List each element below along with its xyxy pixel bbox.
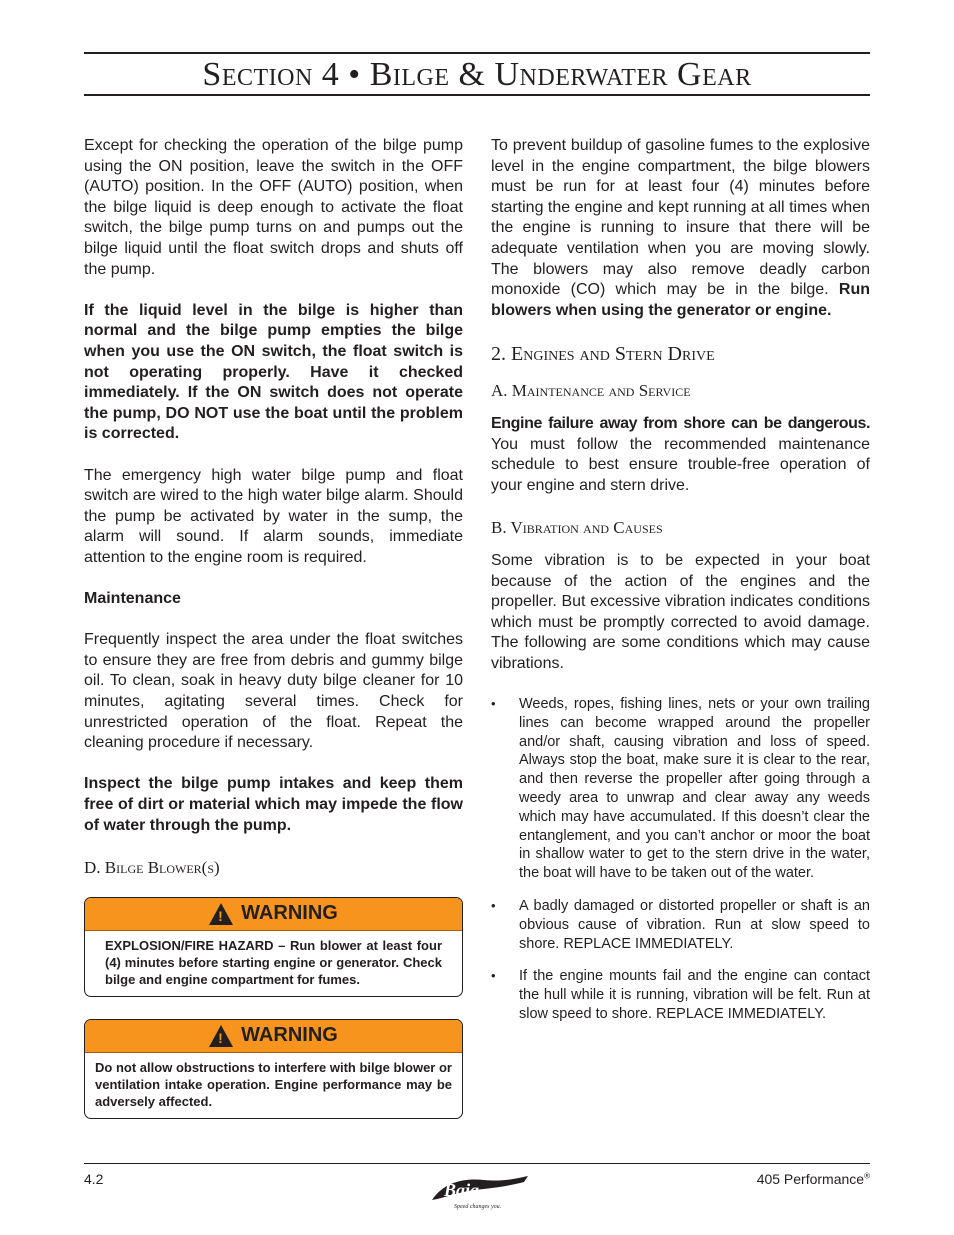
- paragraph-bold-text: Engine failure away from shore can be dangerous.: [491, 414, 870, 432]
- warning-text: Do not allow obstructions to interfere with bilge blower or ventilation intake operation. Engine performance may be adversely affected.: [95, 1059, 452, 1109]
- paragraph-text: To prevent buildup of gasoline fumes to the explosive level in the engine compartment, the bilge blowers must be run for at least four (4) minutes before starting the engine and kept running at all times when the engine is running to insure that there will be adequate ventilation when you are moving slowly. The blowers may also remove deadly carbon monoxide (CO) which may be in the bilge.: [491, 137, 870, 299]
- logo-text: Baja: [444, 1180, 480, 1200]
- header-rule-bottom: [84, 94, 870, 96]
- list-item: • Weeds, ropes, fishing lines, nets or your own trailing lines can become wrapped around the propeller and/or shaft, causing vibration and loss of speed. Always stop the boat, make sure it is clear to the rear, and then reverse the propeller after going through a weedy area to unwrap and clear away any weeds which may have accumulated. If this doesn’t clear the entanglement, and you can’t anchor or moor the boat in shallow water to get to the stern drive in the water, the boat will have to be taken out of the water.: [491, 695, 870, 883]
- section-heading-2: 2. Engines and Stern Drive: [491, 342, 715, 365]
- header-rule-top: [84, 52, 870, 54]
- maintenance-heading: Maintenance: [84, 590, 181, 608]
- model-text: 405 Performance: [756, 1171, 865, 1187]
- paragraph-text: You must follow the recommended maintenance schedule to best ensure trouble-free operation of your engine and stern drive.: [491, 435, 870, 494]
- paragraph: Some vibration is to be expected in your boat because of the action of the engines and the propeller. But excessive vibration indicates conditions which must be promptly corrected to avoid damage. The following are some conditions which may cause vibrations.: [491, 551, 870, 672]
- section-heading-b: B. Vibration and Causes: [491, 517, 663, 537]
- paragraph-bold: If the liquid level in the bilge is higher than normal and the bilge pump empties the bilge when you use the ON switch, the float switch is not operating properly. Have it checked immediately. If the ON switch does not operate the pump, DO NOT use the boat until the problem is corrected.: [84, 301, 463, 443]
- model-name: [757, 1171, 870, 1187]
- warning-box: [84, 897, 463, 997]
- right-column: [491, 136, 870, 1038]
- paragraph: [491, 136, 870, 321]
- bullet-list: [491, 695, 870, 1024]
- warning-label: WARNING: [241, 902, 338, 925]
- warning-triangle-icon: !: [209, 1025, 233, 1047]
- left-column: [84, 136, 463, 1141]
- footer-rule: [84, 1163, 870, 1164]
- paragraph: Except for checking the operation of the bilge pump using the ON position, leave the switch in the OFF (AUTO) position. In the OFF (AUTO) position, when the bilge liquid is deep enough to activate the float switch, the bilge pump turns on and pumps out the bilge liquid until the float switch drops and shuts off the pump.: [84, 137, 463, 278]
- warning-text: EXPLOSION/FIRE HAZARD – Run blower at least four (4) minutes before starting engine or generator. Check bilge and engine compartment for fumes.: [105, 937, 442, 987]
- paragraph-bold-text: Run blowers when using the generator or engine.: [491, 281, 870, 319]
- warning-header: [85, 898, 462, 931]
- section-heading-d: D. Bilge Blower(s): [84, 857, 220, 877]
- list-item: • If the engine mounts fail and the engine can contact the hull while it is running, vibration will be felt. Run at slow speed to shore. REPLACE IMMEDIATELY.: [491, 967, 870, 1023]
- section-heading-a: A. Maintenance and Service: [491, 380, 691, 400]
- baja-logo: [424, 1172, 534, 1212]
- paragraph: Frequently inspect the area under the float switches to ensure they are free from debris and gummy bilge oil. To clean, soak in heavy duty bilge cleaner for 10 minutes, agitating several times. Check for unrestricted operation of the float. Repeat the cleaning procedure if necessary.: [84, 631, 463, 752]
- warning-label: WARNING: [241, 1024, 338, 1047]
- warning-header: [85, 1020, 462, 1053]
- paragraph-bold: Inspect the bilge pump intakes and keep them free of dirt or material which may impede the flow of water through the pump.: [84, 775, 463, 834]
- page-title: Section 4 • Bilge & Underwater Gear: [202, 56, 752, 93]
- logo-tagline: Speed changes you.: [454, 1204, 502, 1210]
- registered-mark: ®: [864, 1171, 870, 1181]
- paragraph: [491, 414, 870, 496]
- page-number: 4.2: [84, 1171, 104, 1187]
- paragraph: The emergency high water bilge pump and float switch are wired to the high water bilge alarm. Should the pump be activated by water in the sump, the alarm will sound. If alarm sounds, immediate attention to the engine room is required.: [84, 466, 463, 566]
- warning-box: [84, 1019, 463, 1119]
- list-item: • A badly damaged or distorted propeller or shaft is an obvious cause of vibration. Run at slow speed to shore. REPLACE IMMEDIATELY.: [491, 897, 870, 953]
- warning-triangle-icon: !: [209, 903, 233, 925]
